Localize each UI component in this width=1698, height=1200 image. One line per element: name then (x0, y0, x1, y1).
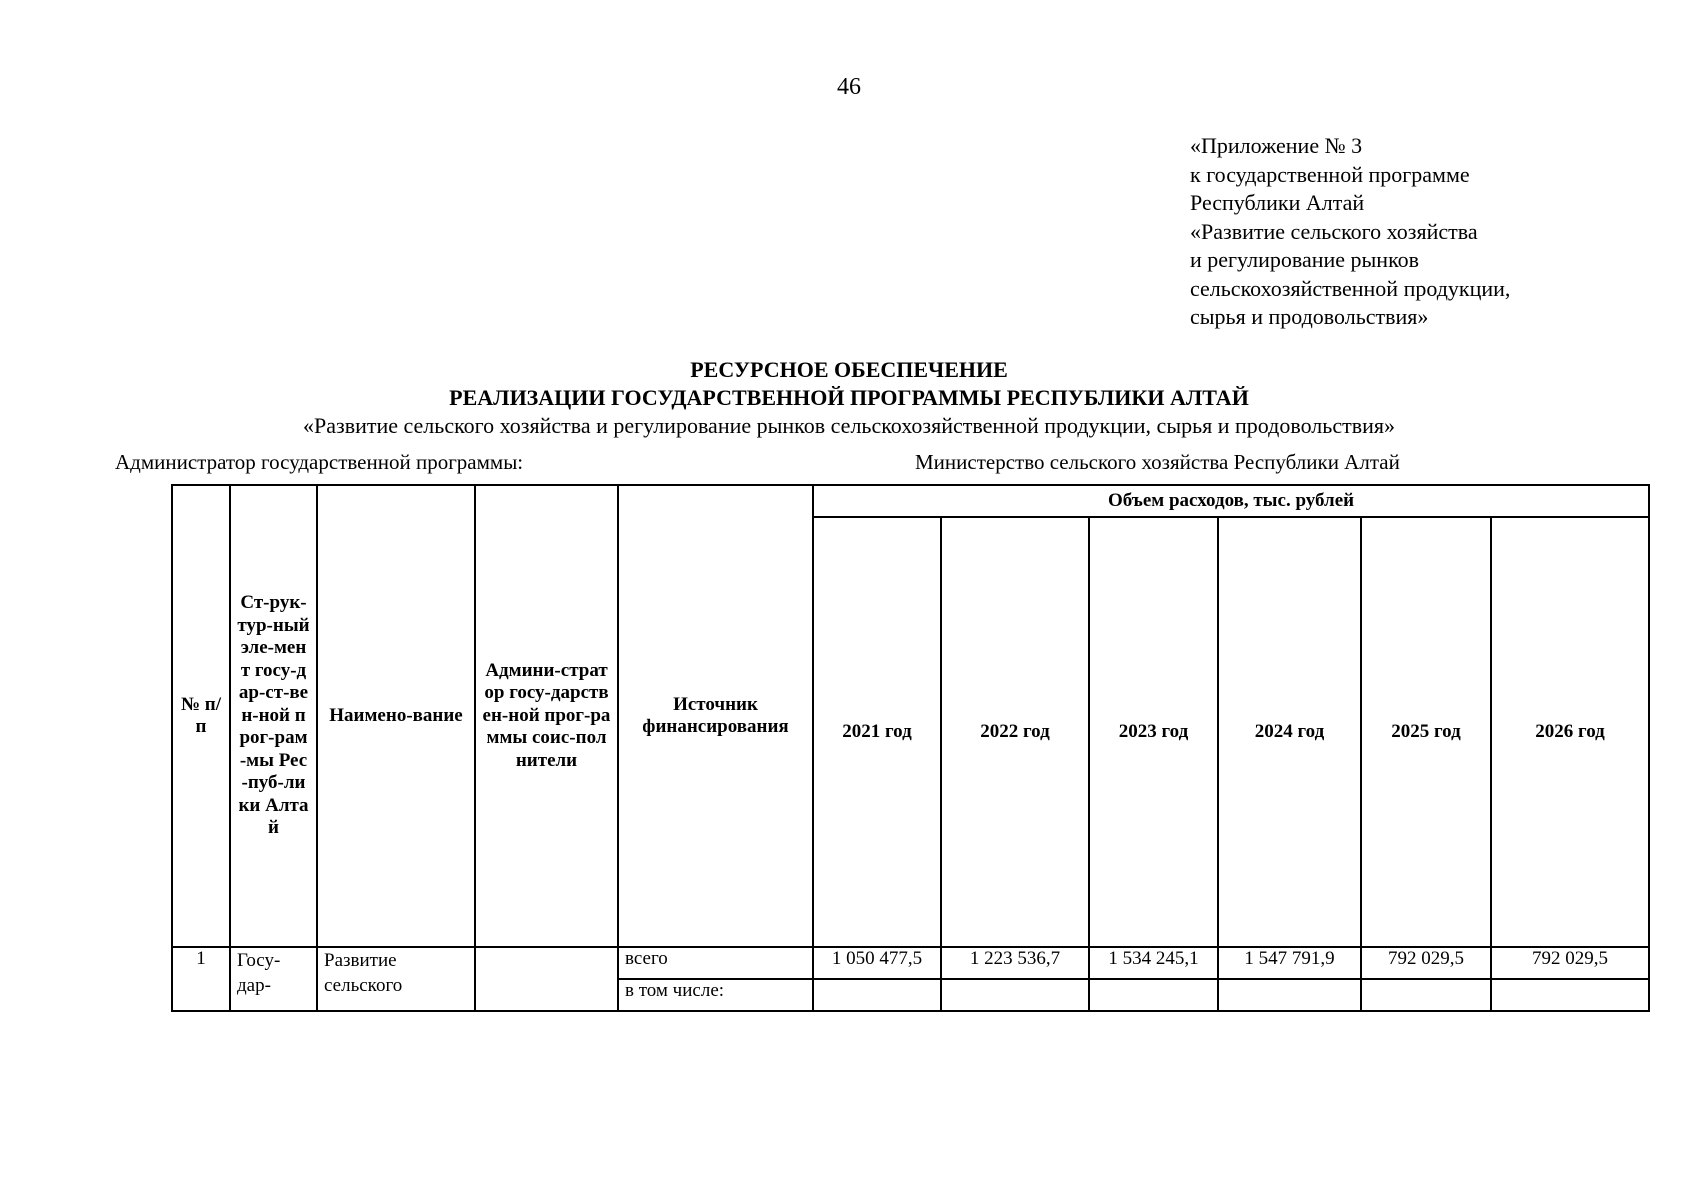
row-structural-element: Госу-дар- (230, 947, 317, 1011)
administrator-label: Администратор государственной программы: (115, 450, 524, 474)
header-name: Наимено-вание (317, 485, 475, 947)
title-line-1: РЕСУРСНОЕ ОБЕСПЕЧЕНИЕ (690, 357, 1008, 382)
row-amount (1491, 979, 1649, 1011)
administrator-value: Министерство сельского хозяйства Республики Алтай (915, 450, 1400, 474)
row-source-label: всего (618, 947, 813, 979)
row-amount: 1 547 791,9 (1218, 947, 1361, 979)
row-administrator (475, 947, 618, 1011)
resource-table (171, 484, 1650, 1012)
appendix-line: и регулирование рынков (1190, 247, 1420, 272)
header-funding-source: Источник финансирования (618, 485, 813, 947)
appendix-line: «Приложение № 3 (1190, 133, 1363, 158)
appendix-line: «Развитие сельского хозяйства (1190, 218, 1478, 244)
row-amount (813, 979, 941, 1011)
row-amount (941, 979, 1089, 1011)
appendix-line: сельскохозяйственной продукции, (1190, 275, 1511, 301)
title-line-2: РЕАЛИЗАЦИИ ГОСУДАРСТВЕННОЙ ПРОГРАММЫ РЕСПУБЛИКИ АЛТАЙ (449, 385, 1249, 410)
header-year: 2026 год (1491, 517, 1649, 947)
row-num: 1 (172, 947, 230, 1011)
header-structural-element: Ст-рук-тур-ный эле-мент госу-дар-ст-вен-ной прог-рам-мы Рес-пуб-лики Алтай (230, 485, 317, 947)
page-number: 46 (837, 74, 861, 100)
row-amount: 792 029,5 (1491, 947, 1649, 979)
header-expenses: Объем расходов, тыс. рублей (813, 485, 1649, 517)
document-title (0, 356, 1698, 440)
header-year: 2022 год (941, 517, 1089, 947)
row-amount (1361, 979, 1491, 1011)
header-year: 2025 год (1361, 517, 1491, 947)
row-amount: 792 029,5 (1361, 947, 1491, 979)
title-line-3: «Развитие сельского хозяйства и регулирование рынков сельскохозяйственной продукции, сырья и продовольствия» (303, 413, 1395, 438)
row-amount: 1 050 477,5 (813, 947, 941, 979)
row-amount: 1 223 536,7 (941, 947, 1089, 979)
appendix-line: к государственной программе (1190, 161, 1470, 187)
row-source-label: в том числе: (618, 979, 813, 1011)
appendix-block (1190, 132, 1510, 332)
table-row (172, 947, 1649, 979)
row-name: Развитие сельского (317, 947, 475, 1011)
appendix-line: сырья и продовольствия» (1190, 304, 1429, 329)
header-num: № п/п (172, 485, 230, 947)
row-amount (1218, 979, 1361, 1011)
row-amount: 1 534 245,1 (1089, 947, 1218, 979)
header-year: 2021 год (813, 517, 941, 947)
header-administrator: Админи-стратор госу-дарствен-ной прог-раммы соис-полнители (475, 485, 618, 947)
appendix-line: Республики Алтай (1190, 190, 1365, 215)
row-amount (1089, 979, 1218, 1011)
header-year: 2023 год (1089, 517, 1218, 947)
header-year: 2024 год (1218, 517, 1361, 947)
